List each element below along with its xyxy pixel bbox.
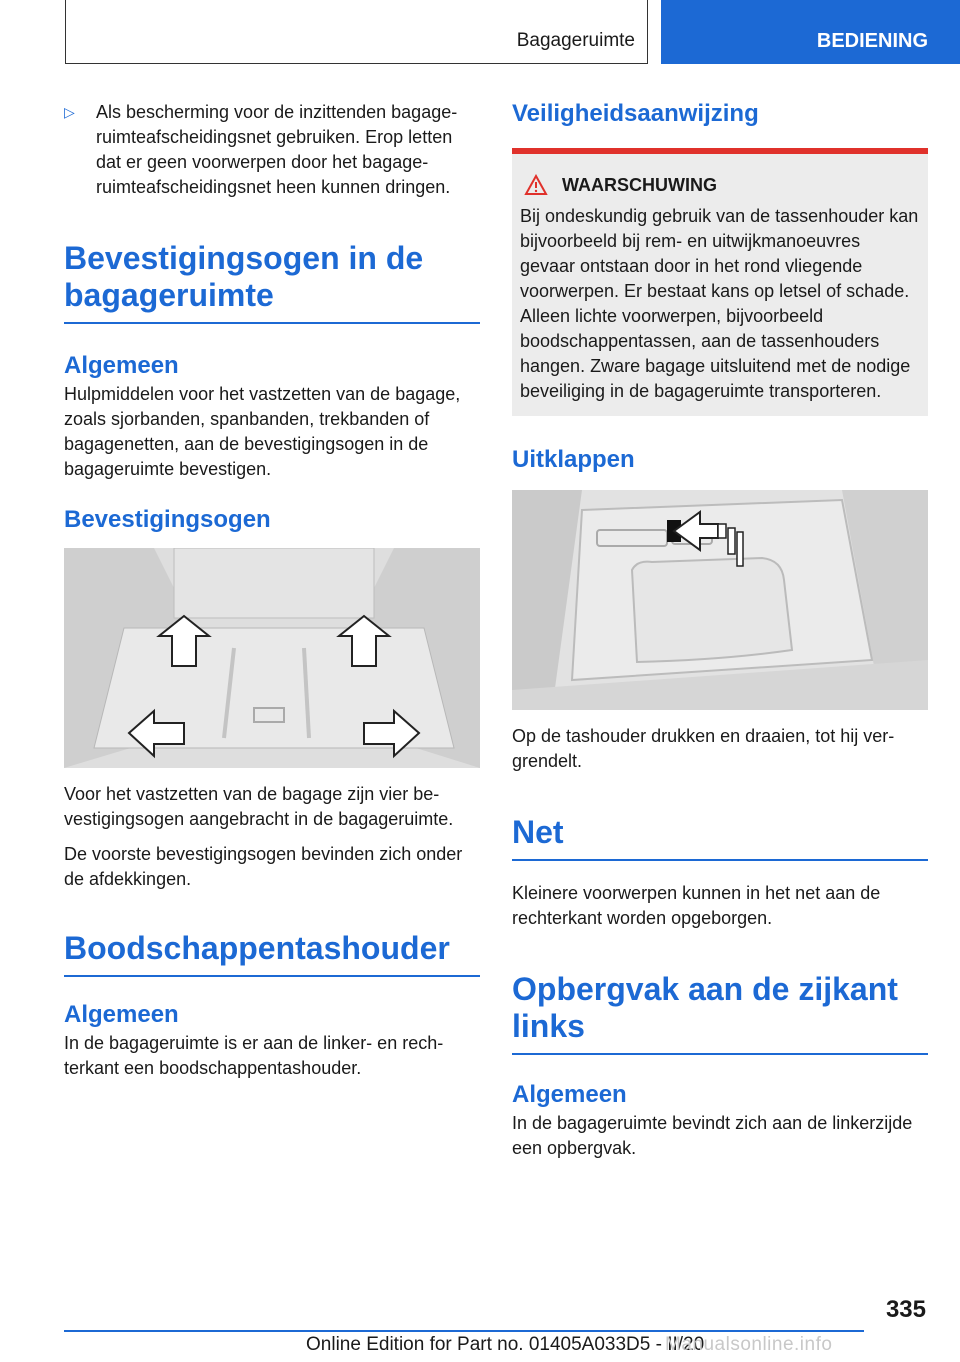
- trunk-floor-drawing: [64, 548, 480, 768]
- text-general-2: In de bagageruimte is er aan de linker- en rechterkant een boodschappentashouder.: [64, 1033, 444, 1078]
- watermark-logo: Manualsonline.info: [665, 1334, 833, 1355]
- heading-fastening-eyes: Bevestigingsogen in de bagageruimte: [64, 240, 480, 324]
- bag-holder-illustration: [512, 490, 928, 710]
- heading-side-storage: Opbergvak aan de zijkant links: [512, 971, 928, 1055]
- heading-eyes: Bevestigingsogen: [64, 506, 271, 533]
- heading-general-3: Algemeen: [512, 1081, 627, 1108]
- right-column: [512, 100, 928, 1171]
- heading-shopping-bag-holder: Boodschappentashouder: [64, 930, 480, 977]
- chapter-label: BEDIENING: [816, 29, 928, 52]
- heading-unfold: Uitklappen: [512, 446, 635, 473]
- warning-triangle-icon: [524, 174, 548, 196]
- warning-header: [520, 174, 920, 196]
- text-eyes-1: Voor het vastzetten van de bagage zijn vier bevestigingsogen aangebracht in de bagageruimte.: [64, 784, 454, 829]
- text-general-1: Hulpmiddelen voor het vastzetten van de bagage, zoals sjorbanden, spanbanden, trekbanden of bagagenetten, aan de bevestigingsogen in de bagageruimte bevestigen.: [64, 384, 461, 479]
- heading-general-1: Algemeen: [64, 352, 179, 379]
- edition-text: Online Edition for Part no. 01405A033D5 - II/20: [306, 1334, 705, 1355]
- heading-general-2: Algemeen: [64, 1001, 179, 1028]
- text-eyes-2: De voorste bevestigingsogen bevinden zich onder de afdekkingen.: [64, 844, 463, 889]
- footer-divider: [64, 1330, 864, 1332]
- warning-title: WAARSCHUWING: [562, 174, 717, 195]
- left-column: [64, 100, 480, 1091]
- trunk-floor-illustration: [64, 548, 480, 768]
- bullet-item: [64, 100, 480, 200]
- chapter-tab[interactable]: [661, 0, 960, 64]
- text-net: Kleinere voorwerpen kunnen in het net aan de rechterkant worden opgeborgen.: [512, 883, 881, 928]
- warning-text: Bij ondeskundig gebruik van de tassenhouder kan bijvoorbeeld bij rem- en uitwijkmanoeuvres gevaar ontstaan door in het rond vliegende voorwerpen. Er bestaat kans op letsel of schade. Alleen lichte voorwerpen, bijvoorbeeld boodschappentassen, aan de tassenhouders hangen. Zware bagage uitsluitend met de nodige beveiliging in de bagageruimte transporteren.: [520, 206, 919, 401]
- text-general-3: In de bagageruimte bevindt zich aan de linkerzijde een opbergvak.: [512, 1113, 913, 1158]
- warning-box: [512, 148, 928, 416]
- page-number: 335: [885, 1296, 926, 1323]
- heading-net: Net: [512, 814, 928, 861]
- heading-safety: Veiligheidsaanwijzing: [512, 100, 759, 127]
- section-title: Bagageruimte: [516, 30, 635, 51]
- triangle-bullet-icon: ▷: [64, 104, 75, 120]
- bag-holder-drawing: [512, 490, 928, 710]
- text-unfold: Op de tashouder drukken en draaien, tot hij vergrendelt.: [512, 726, 895, 771]
- bullet-text: Als bescherming voor de inzittenden bagageruimteafscheidingsnet gebruiken. Erop letten dat er geen voorwerpen door het bagageruimteafscheidingsnet heen kunnen dringen.: [96, 102, 458, 197]
